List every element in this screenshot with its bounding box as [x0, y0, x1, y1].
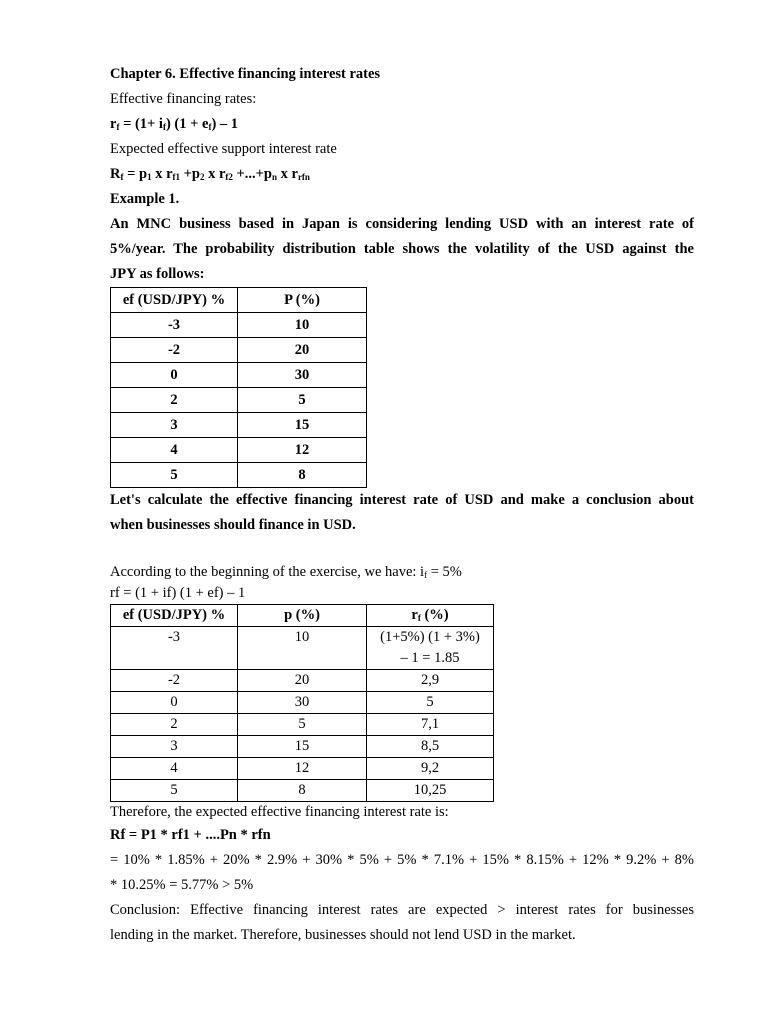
cell-ef: 4 [111, 438, 238, 463]
problem-line-2: 5%/year. The probability distribution table shows the volatility of the USD against the [110, 241, 694, 257]
cell-p: 15 [238, 413, 367, 438]
cell-p: 20 [238, 338, 367, 363]
cell-ef: 5 [111, 780, 238, 802]
cell-ef: -3 [111, 313, 238, 338]
cell-ef: -2 [111, 338, 238, 363]
calculation-line-1: = 10% * 1.85% + 20% * 2.9% + 30% * 5% + 5% * 7.1% + 15% * 8.15% + 12% * 9.2% + 8% [110, 852, 694, 868]
rf-formula-line: rf = (1 + if) (1 + ef) – 1 [110, 585, 246, 601]
problem-line-1: An MNC business based in Japan is considering lending USD with an interest rate of [110, 216, 694, 232]
cell-p: 12 [238, 758, 367, 780]
cell-p: 5 [238, 388, 367, 413]
cell-ef: 2 [111, 388, 238, 413]
table-header-row [111, 288, 367, 313]
table-row [111, 692, 494, 714]
cell-rf: 9,2 [367, 758, 494, 780]
cell-ef: 0 [111, 692, 238, 714]
problem-line-3: JPY as follows: [110, 266, 205, 282]
table-row [111, 463, 367, 488]
cell-p: 30 [238, 692, 367, 714]
chapter-title: Chapter 6. Effective financing interest rates [110, 66, 381, 82]
cell-ef: -2 [111, 670, 238, 692]
task-line-2: when businesses should finance in USD. [110, 517, 356, 533]
table-row [111, 363, 367, 388]
table-row [111, 313, 367, 338]
conclusion-line-1: Conclusion: Effective financing interest rates are expected > interest rates for businesses [110, 902, 694, 918]
document-page [110, 62, 694, 948]
cell-p: 5 [238, 714, 367, 736]
cell-rf: 2,9 [367, 670, 494, 692]
cell-p: 8 [238, 780, 367, 802]
calculation-line-2: * 10.25% = 5.77% > 5% [110, 877, 254, 893]
table-row [111, 388, 367, 413]
table-row [111, 670, 494, 692]
header-rf: $r_f$ (%) [367, 605, 494, 627]
cell-rf: 10,25 [367, 780, 494, 802]
expected-label: Expected effective support interest rate [110, 141, 337, 157]
table-header-row [111, 605, 494, 627]
cell-ef: 3 [111, 413, 238, 438]
cell-rf: 5 [367, 692, 494, 714]
cell-ef: 0 [111, 363, 238, 388]
rates-label: Effective financing rates: [110, 91, 257, 107]
cell-ef: -3 [111, 627, 238, 670]
formula-rf: $r_f = (1+ i_f) (1 + e_f) - 1$ [110, 116, 239, 132]
cell-rf: 8,5 [367, 736, 494, 758]
cell-ef: 4 [111, 758, 238, 780]
cell-rf: 7,1 [367, 714, 494, 736]
according-line: According to the beginning of the exercise, we have: $i_f = 5\%$ [110, 564, 462, 580]
cell-p: 12 [238, 438, 367, 463]
rf-calc-line-2: – 1 = 1.85 [400, 650, 460, 666]
Rf-formula-line: Rf = P1 * rf1 + ....Pn * rfn [110, 827, 271, 843]
table-row [111, 438, 367, 463]
cell-p: 15 [238, 736, 367, 758]
table-row [111, 413, 367, 438]
table-row [111, 714, 494, 736]
conclusion-line-2: lending in the market. Therefore, businesses should not lend USD in the market. [110, 927, 576, 943]
cell-p: 30 [238, 363, 367, 388]
cell-ef: 5 [111, 463, 238, 488]
cell-p: 20 [238, 670, 367, 692]
header-p: P (%) [238, 288, 367, 313]
table-row [111, 338, 367, 363]
task-line-1: Let's calculate the effective financing interest rate of USD and make a conclusion about [110, 492, 694, 508]
rf-calc-line-1: (1+5%) (1 + 3%) [380, 629, 480, 645]
therefore-line: Therefore, the expected effective financing interest rate is: [110, 804, 449, 820]
cell-p: 10 [238, 313, 367, 338]
header-ef: ef (USD/JPY) % [111, 288, 238, 313]
spacer [110, 538, 694, 562]
formula-Rf: $R_f = p_1$ x $r_{f1} +p_2$ x $r_{f2} +...+p_n$ x $r_{rfn}$ [110, 166, 310, 182]
cell-p: 8 [238, 463, 367, 488]
table-row [111, 780, 494, 802]
cell-p: 10 [238, 627, 367, 670]
table-row [111, 627, 494, 670]
header-p: p (%) [238, 605, 367, 627]
header-ef: ef (USD/JPY) % [111, 605, 238, 627]
table-row [111, 758, 494, 780]
probability-table [110, 287, 367, 488]
cell-ef: 3 [111, 736, 238, 758]
cell-ef: 2 [111, 714, 238, 736]
cell-rf [367, 627, 494, 670]
example-title: Example 1. [110, 191, 180, 207]
calculation-table [110, 604, 494, 802]
table-row [111, 736, 494, 758]
